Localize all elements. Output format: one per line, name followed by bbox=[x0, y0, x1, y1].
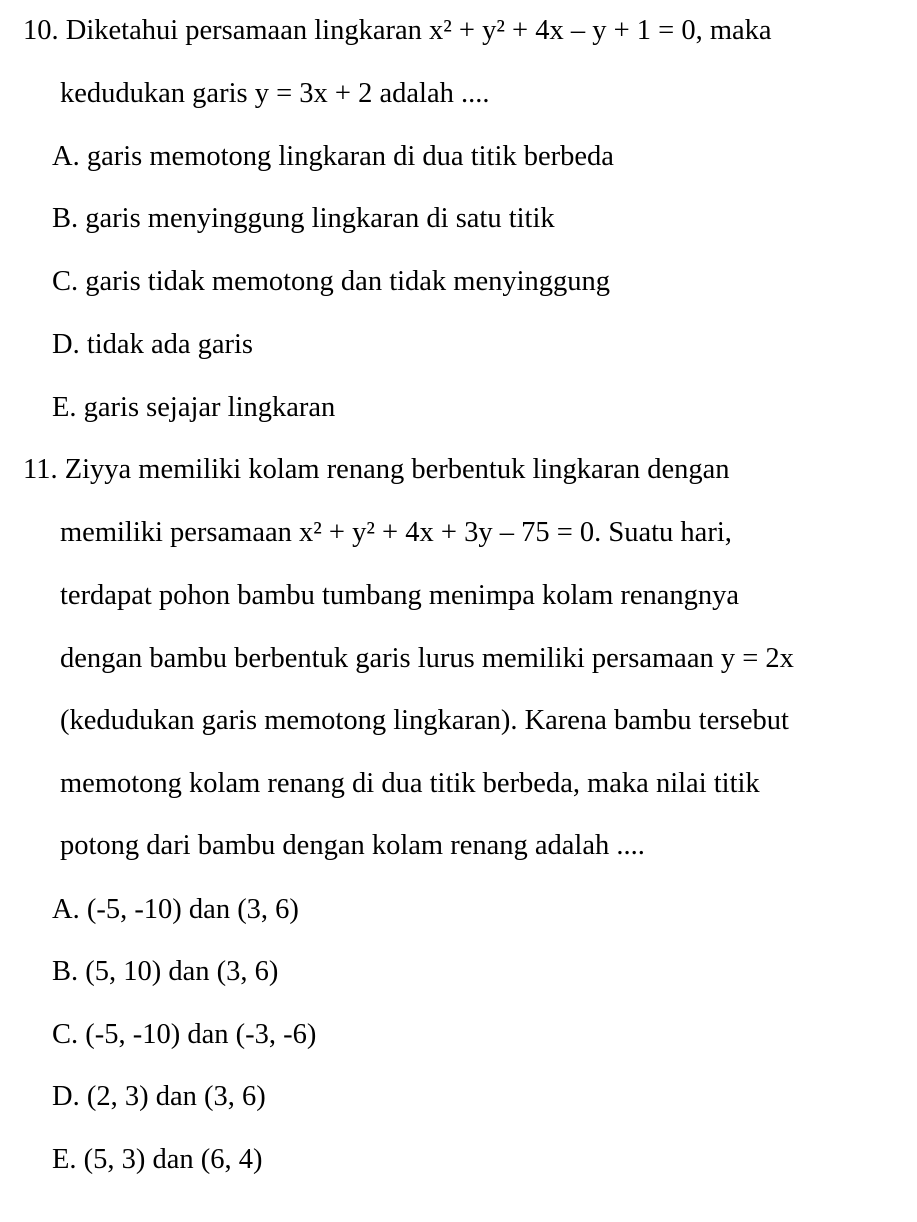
question-10-line-1: 10. Diketahui persamaan lingkaran x² + y² + 4x – y + 1 = 0, maka bbox=[23, 15, 772, 46]
question-11-option-d: D. (2, 3) dan (3, 6) bbox=[52, 1081, 266, 1112]
question-10-option-c: C. garis tidak memotong dan tidak menyinggung bbox=[52, 266, 611, 297]
question-11-line-1: 11. Ziyya memiliki kolam renang berbentuk lingkaran dengan bbox=[23, 454, 730, 485]
question-11-option-e: E. (5, 3) dan (6, 4) bbox=[52, 1144, 263, 1175]
question-11-line-6: memotong kolam renang di dua titik berbeda, maka nilai titik bbox=[60, 768, 760, 799]
question-11-line-3: terdapat pohon bambu tumbang menimpa kolam renangnya bbox=[60, 580, 740, 611]
question-10-option-b: B. garis menyinggung lingkaran di satu titik bbox=[52, 203, 555, 234]
question-10-option-d: D. tidak ada garis bbox=[52, 329, 254, 360]
question-11-line-5: (kedudukan garis memotong lingkaran). Karena bambu tersebut bbox=[60, 705, 789, 736]
question-11-line-2: memiliki persamaan x² + y² + 4x + 3y – 75 = 0. Suatu hari, bbox=[60, 517, 732, 548]
question-10-option-a: A. garis memotong lingkaran di dua titik berbeda bbox=[52, 141, 614, 172]
question-10-option-e: E. garis sejajar lingkaran bbox=[52, 392, 336, 423]
question-10-line-2: kedudukan garis y = 3x + 2 adalah .... bbox=[60, 78, 490, 109]
question-11-line-4: dengan bambu berbentuk garis lurus memiliki persamaan y = 2x bbox=[60, 643, 794, 674]
question-11-option-a: A. (-5, -10) dan (3, 6) bbox=[52, 894, 299, 925]
question-11-option-c: C. (-5, -10) dan (-3, -6) bbox=[52, 1019, 317, 1050]
question-11-line-7: potong dari bambu dengan kolam renang adalah .... bbox=[60, 830, 645, 861]
question-11-option-b: B. (5, 10) dan (3, 6) bbox=[52, 956, 279, 987]
